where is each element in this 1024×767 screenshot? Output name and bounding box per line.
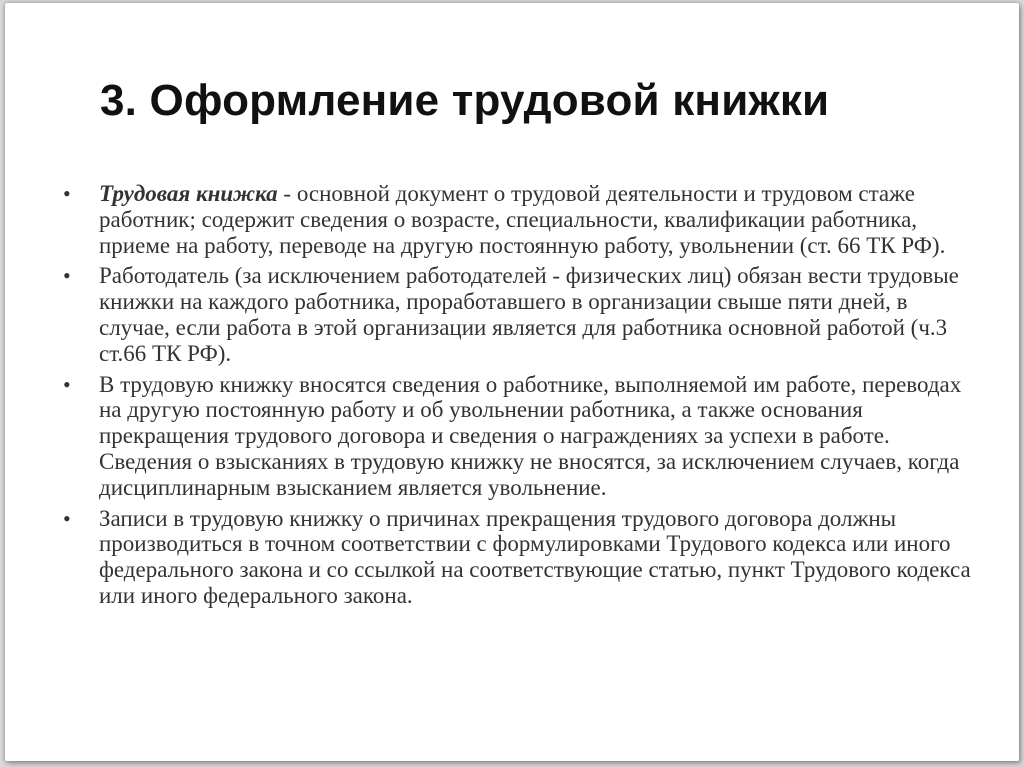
bullet-text: Записи в трудовую книжку о причинах прекращения трудового договора должны производиться в точном соответствии с формулировками Трудового кодекса или иного федерального закона и со ссылкой на соответствующие статью, пункт Трудового кодекса или иного федерального закона. — [99, 505, 971, 608]
bullet-marker: • — [63, 263, 71, 289]
defined-term: Трудовая книжка — [99, 181, 278, 206]
bullet-item-2 — [63, 263, 983, 366]
slide — [5, 3, 1019, 761]
bullet-marker: • — [63, 505, 71, 531]
bullet-item-4 — [63, 506, 983, 609]
bullet-text: - основной документ о трудовой деятельности и трудовом стаже работник; содержит сведения о возрасте, специальности, квалификации работника, приеме на работу, переводе на другую постоянную работу, увольнении (ст. 66 ТК РФ). — [99, 181, 946, 258]
bullet-list — [63, 181, 983, 614]
bullet-marker: • — [63, 181, 71, 206]
bullet-marker: • — [63, 371, 71, 397]
slide-title: 3. Оформление трудовой книжки — [100, 76, 830, 125]
bullet-text: Работодатель (за исключением работодателей - физических лиц) обязан вести трудовые книжки на каждого работника, проработавшего в организации свыше пяти дней, в случае, если работа в этой организации является для работника основной работой (ч.3 ст.66 ТК РФ). — [99, 263, 959, 366]
bullet-item-1 — [63, 181, 983, 258]
bullet-text: В трудовую книжку вносятся сведения о работнике, выполняемой им работе, переводах на другую постоянную работу и об увольнении работника, а также основания прекращения трудового договора и сведения о награждениях за успехи в работе. Сведения о взысканиях в трудовую книжку не вносятся, за исключением случаев, когда дисциплинарным взысканием является увольнение. — [99, 371, 962, 500]
bullet-item-3 — [63, 372, 983, 501]
